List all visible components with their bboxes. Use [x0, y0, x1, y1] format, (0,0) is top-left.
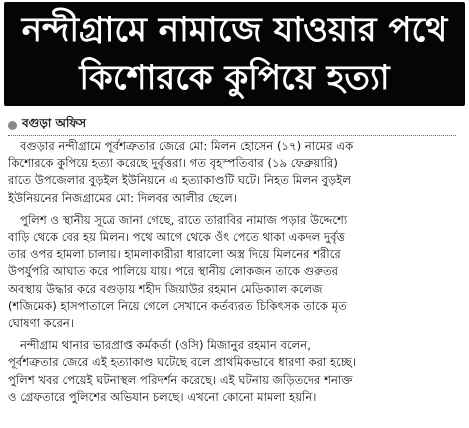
paragraph-3: [8, 337, 458, 406]
paragraph-2: [8, 212, 458, 332]
paragraph-1: [8, 138, 458, 207]
article-line: কিশোরকে কুপিয়ে হত্যা করেছে দুর্বৃত্তরা। গত বৃহস্পতিবার (১৯ ফেব্রুয়ারি): [8, 156, 338, 171]
article-line: তার ওপর হামলা চালায়। হামলাকারীরা ধারালো অস্ত্র দিয়ে মিলনের শরীরে: [8, 247, 341, 262]
article-line: পূর্বশত্রুতার জেরে এই হত্যাকাণ্ড ঘটেছে বলে প্রাথমিকভাবে ধারণা করা হচ্ছে।: [8, 355, 356, 370]
article-line: অবস্থায় উদ্ধার করে বগুড়ায় শহীদ জিয়াউর রহমান মেডিক্যাল কলেজ: [8, 281, 323, 296]
headline-banner: [4, 2, 465, 106]
article-line: ঘোষণা করেন।: [8, 316, 74, 331]
article-line: পুলিশ ও স্থানীয় সূত্রে জানা গেছে, রাতে তারাবির নামাজ পড়ার উদ্দেশ্যে: [20, 212, 348, 227]
headline-line-1: নন্দীগ্রামে নামাজে যাওয়ার পথে: [21, 10, 448, 50]
headline-line-2: কিশোরকে কুপিয়ে হত্যা: [79, 58, 390, 98]
article-line: উপর্যুপরি আঘাত করে পালিয়ে যায়। পরে স্থানীয় লোকজন তাকে গুরুতর: [8, 264, 339, 279]
byline: [8, 115, 86, 135]
article-line: পুলিশ খবর পেয়েই ঘটনাস্থল পরিদর্শন করেছে। এই ঘটনায় জড়িতদের শনাক্ত: [8, 372, 353, 387]
article-line: বাড়ি থেকে বের হয় মিলন। পথে আগে থেকে ওঁৎ পেতে থাকা একদল দুর্বৃত্ত: [8, 230, 345, 245]
article-line: (শজিমেক) হাসপাতালে নিয়ে গেলে সেখানে কর্তব্যরত চিকিৎসক তাকে মৃত: [8, 298, 347, 313]
bullet-dot-icon: [8, 121, 17, 130]
article-line: বগুড়ার নন্দীগ্রামে পূর্বশত্রুতার জেরে মো: মিলন হোসেন (১৭) নামের এক: [20, 139, 354, 153]
byline-text: বগুড়া অফিস: [22, 116, 87, 130]
byline-divider: [8, 135, 456, 136]
article-body: [8, 138, 458, 411]
article-line: নন্দীগ্রাম থানার ভারপ্রাপ্ত কর্মকর্তা (ওসি) মিজানুর রহমান বলেন,: [20, 338, 311, 353]
article-line: ইউনিয়নের নিজগ্রামের মো: দিলবর আলীর ছেলে।: [8, 190, 237, 205]
article-line: রাতে উপজেলার বুড়ইল ইউনিয়নে এ হত্যাকাণ্ডটি ঘটে। নিহত মিলন বুড়ইল: [8, 173, 351, 188]
article-line: ও গ্রেফতারে পুলিশের অভিযান চলছে। এখনো কোনো মামলা হয়নি।: [8, 389, 317, 404]
